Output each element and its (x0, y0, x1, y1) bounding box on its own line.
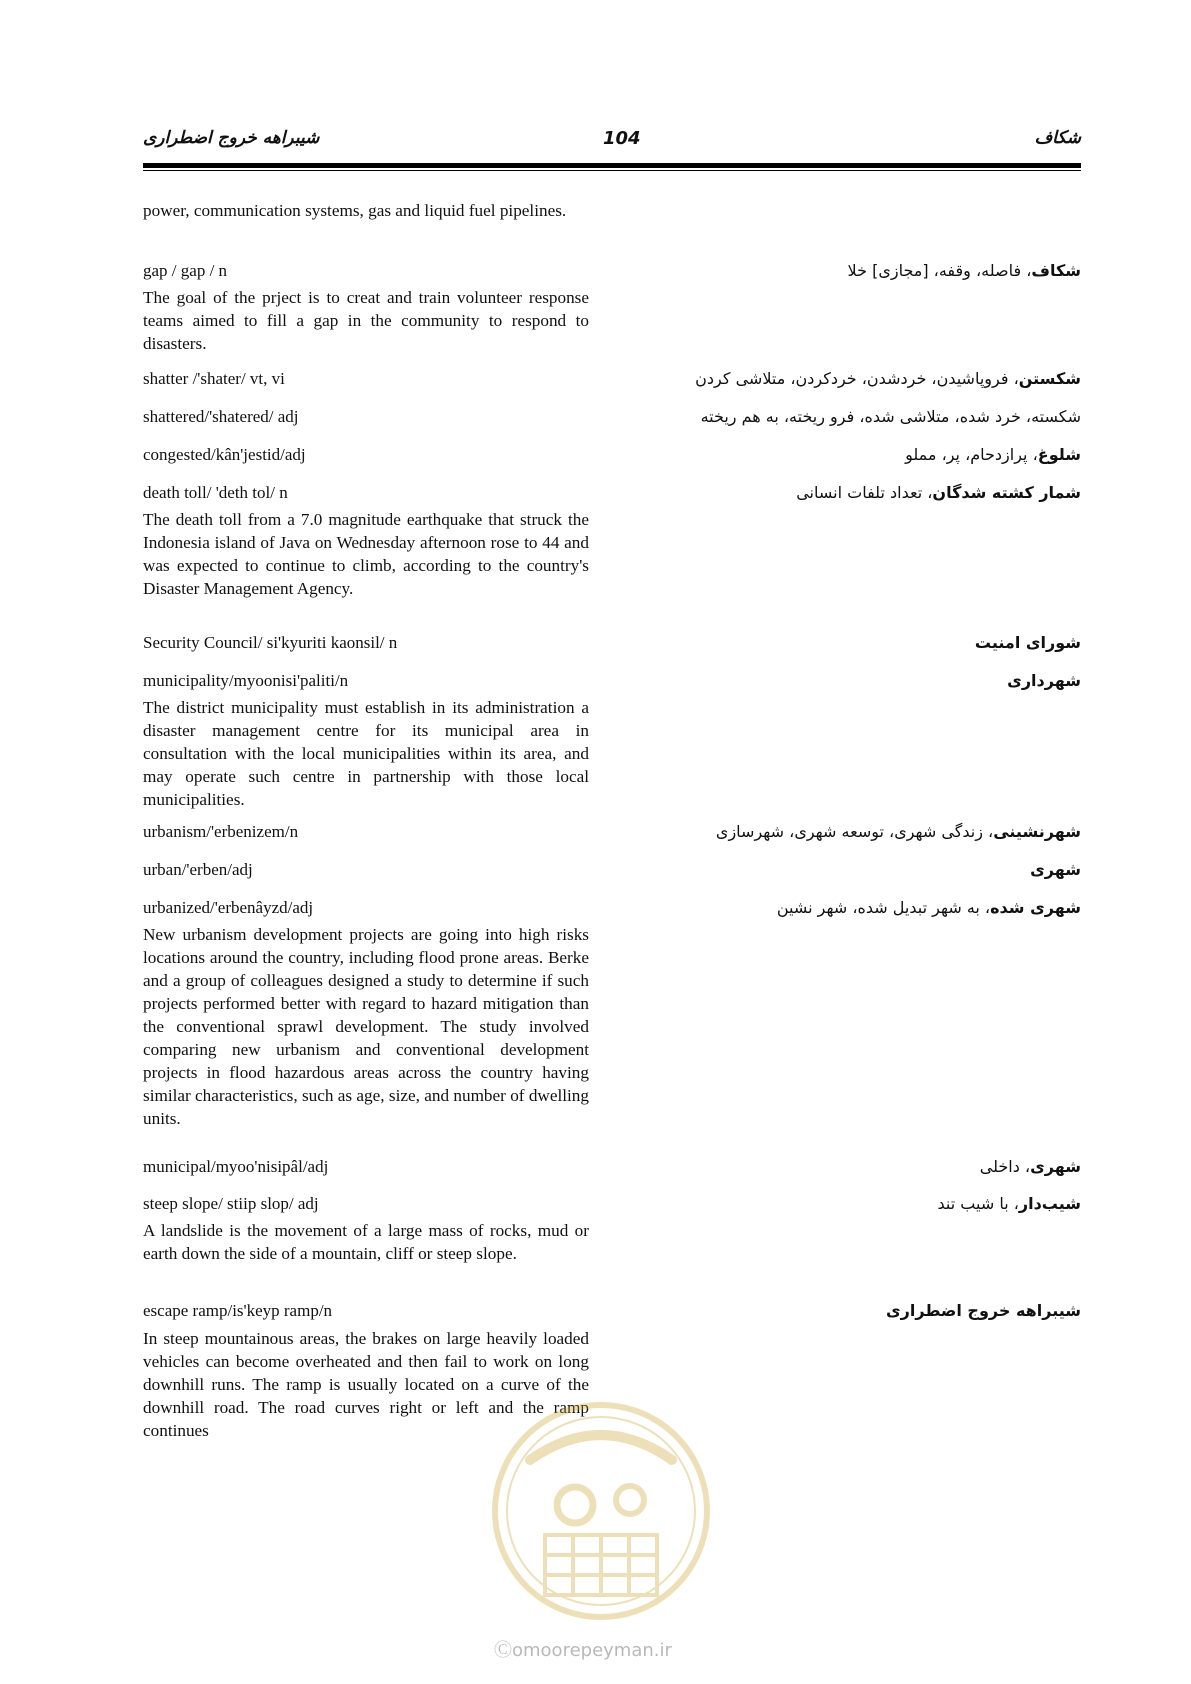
fa-headword: شکاف (1031, 261, 1081, 280)
fa-headword: شهرنشینی (993, 822, 1081, 841)
entry-text-escape-ramp: In steep mountainous areas, the brakes on large heavily loaded vehicles can become overheated and then fail to work on long downhill runs. The ramp is usually located on a curve of the downhill road. The road curves right or left and the ramp continues (143, 1329, 589, 1440)
entry-fa-escape-ramp (886, 1299, 1081, 1322)
watermark-site: Ⓒomoorepeyman.ir (494, 1640, 672, 1661)
entry-term-urban: urban/'erben/adj (143, 860, 253, 879)
fa-gloss: ، تعداد تلفات انسانی (796, 483, 933, 502)
fa-headword: شکستن (1018, 369, 1081, 388)
entry-fa-gap (848, 259, 1081, 282)
fa-gloss: ، به شهر تبدیل شده، شهر نشین (776, 898, 991, 917)
entry-fa-shatter (695, 367, 1081, 390)
entry-fa-urbanism (716, 820, 1081, 843)
fa-gloss: ، فروپاشیدن، خردشدن، خردکردن، متلاشی کردن (695, 369, 1019, 388)
page-number: 104 (603, 128, 641, 149)
entry-text-power: power, communication systems, gas and liquid fuel pipelines. (143, 201, 567, 220)
entry-term-escape-ramp: escape ramp/is'keyp ramp/n (143, 1301, 333, 1320)
fa-headword: شهری شده (990, 898, 1081, 917)
entry-term-death-toll: death toll/ 'deth tol/ n (143, 483, 288, 502)
fa-gloss: ، فاصله، وقفه، [مجازی] خلا (847, 261, 1032, 280)
fa-gloss: شکسته، خرد شده، متلاشی شده، فرو ریخته، به هم ریخته (700, 407, 1081, 426)
header-right-title: شکاف (1034, 128, 1081, 148)
header-rule-thin (143, 170, 1081, 171)
page-header (143, 128, 1081, 168)
fa-headword: شهرداری (1007, 671, 1081, 690)
entry-text-urbanized: New urbanism development projects are going into high risks locations around the country, including flood prone areas. Berke and a group of colleagues designed a study to determine if such projects performed better with regard to hazard mitigation than the conventional sprawl development. The study involved comparing new urbanism and conventional development projects in flood hazardous areas across the country having similar characteristics, such as age, size, and number of dwelling units. (143, 925, 589, 1128)
watermark-seal-logo (490, 1400, 712, 1622)
fa-headword: شهری (1030, 860, 1081, 879)
entry-text-municipality: The district municipality must establish in its administration a disaster management centre for its municipal area in consultation with the local municipalities within its area, and may operate such centre in partnership with those local municipalities. (143, 698, 589, 809)
fa-headword: شورای امنیت (974, 633, 1081, 652)
entry-term-municipal: municipal/myoo'nisipâl/adj (143, 1157, 329, 1176)
entry-term-urbanism: urbanism/'erbenizem/n (143, 822, 299, 841)
entry-term-security-council: Security Council/ si'kyuriti kaonsil/ n (143, 633, 398, 652)
entry-fa-security-council (975, 631, 1081, 654)
entry-fa-urban (1030, 858, 1081, 881)
watermark-site-text: omoorepeyman.ir (512, 1640, 672, 1661)
entry-fa-municipal (980, 1155, 1081, 1178)
entry-fa-municipality (1007, 669, 1081, 692)
entry-text-steep-slope: A landslide is the movement of a large mass of rocks, mud or earth down the side of a mountain, cliff or steep slope. (143, 1221, 589, 1263)
entry-term-steep-slope: steep slope/ stiip slop/ adj (143, 1194, 319, 1213)
entry-term-urbanized: urbanized/'erbenâyzd/adj (143, 898, 314, 917)
entry-text-gap: The goal of the prject is to creat and train volunteer response teams aimed to fill a gap in the community to respond to disasters. (143, 288, 589, 353)
fa-gloss: ، پرازدحام، پر، مملو (905, 445, 1038, 464)
fa-headword: شیبراهه خروج اضطراری (886, 1301, 1081, 1320)
fa-gloss: ، داخلی (979, 1157, 1031, 1176)
header-left-title: شیبراهه خروج اضطراری (143, 128, 320, 148)
fa-headword: شهری (1030, 1157, 1081, 1176)
entry-fa-death-toll (796, 481, 1081, 504)
entry-term-shattered: shattered/'shatered/ adj (143, 407, 299, 426)
fa-gloss: ، با شیب تند (937, 1194, 1019, 1213)
fa-headword: شیب‌دار (1018, 1194, 1081, 1213)
header-rule-thick (143, 163, 1081, 168)
entry-text-death-toll: The death toll from a 7.0 magnitude earthquake that struck the Indonesia island of Java on Wednesday afternoon rose to 44 and was expected to continue to climb, according to the country's Disaster Management Agency. (143, 510, 589, 598)
fa-headword: شلوغ (1037, 445, 1081, 464)
fa-headword: شمار کشته شدگان (932, 483, 1081, 502)
entry-fa-shattered (701, 405, 1081, 428)
entry-term-shatter: shatter /'shater/ vt, vi (143, 369, 285, 388)
entry-fa-steep-slope (938, 1192, 1081, 1215)
entry-term-gap: gap / gap / n (143, 261, 228, 280)
entry-term-municipality: municipality/myoonisi'paliti/n (143, 671, 349, 690)
entry-fa-congested (905, 443, 1081, 466)
entry-fa-urbanized (777, 896, 1081, 919)
fa-gloss: ، زندگی شهری، توسعه شهری، شهرسازی (715, 822, 994, 841)
entry-term-congested: congested/kân'jestid/adj (143, 445, 306, 464)
